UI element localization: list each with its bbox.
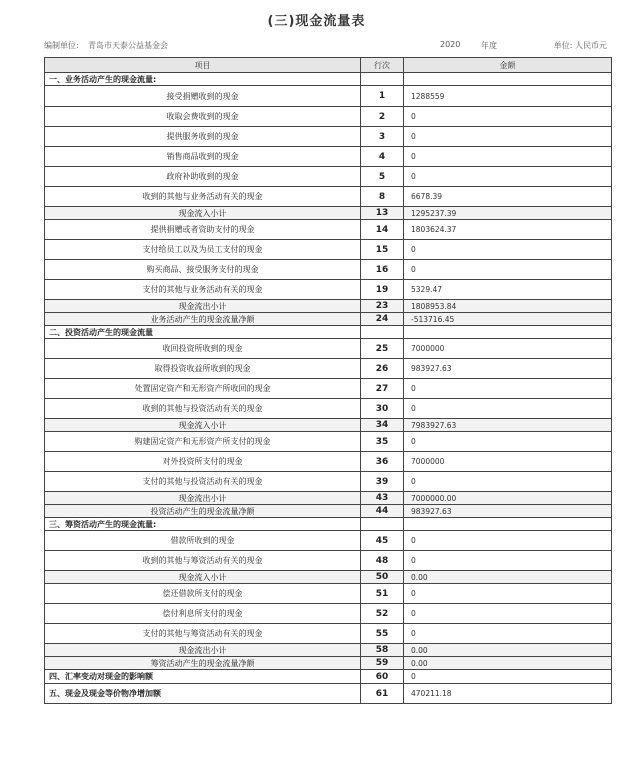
table-row <box>45 313 612 326</box>
org-name: 青岛市天泰公益基金会 <box>88 41 168 50</box>
row-amount: 0.00 <box>404 644 612 657</box>
header-row-number: 行次 <box>361 58 404 73</box>
row-amount: 0 <box>404 167 612 187</box>
table-row <box>45 624 612 644</box>
row-number: 3 <box>361 127 404 147</box>
table-row <box>45 280 612 300</box>
year-label: 年度 <box>481 41 497 50</box>
row-number: 5 <box>361 167 404 187</box>
row-label: 筹资活动产生的现金流量净额 <box>45 657 361 670</box>
row-number: 45 <box>361 531 404 551</box>
table-row <box>45 187 612 207</box>
report-year: 2020 <box>440 40 461 49</box>
row-label: 二、投资活动产生的现金流量 <box>45 326 361 339</box>
row-label: 支付的其他与筹资活动有关的现金 <box>45 624 361 644</box>
row-amount: 0 <box>404 551 612 571</box>
row-amount: 0 <box>404 240 612 260</box>
table-row <box>45 472 612 492</box>
table-body <box>45 73 612 704</box>
row-label: 偿还借款所支付的现金 <box>45 584 361 604</box>
row-number: 58 <box>361 644 404 657</box>
org-label: 编制单位: <box>44 41 79 50</box>
row-number: 30 <box>361 399 404 419</box>
table-row <box>45 419 612 432</box>
row-label: 一、业务活动产生的现金流量: <box>45 73 361 86</box>
row-number: 36 <box>361 452 404 472</box>
row-amount: 6678.39 <box>404 187 612 207</box>
row-label: 偿付利息所支付的现金 <box>45 604 361 624</box>
row-number: 16 <box>361 260 404 280</box>
row-amount: 0 <box>404 531 612 551</box>
row-label: 现金流入小计 <box>45 571 361 584</box>
row-amount: 0.00 <box>404 571 612 584</box>
row-label: 支付的其他与业务活动有关的现金 <box>45 280 361 300</box>
row-amount: 0 <box>404 432 612 452</box>
row-number: 2 <box>361 107 404 127</box>
table-row <box>45 584 612 604</box>
row-amount: 7000000 <box>404 339 612 359</box>
row-label: 提供捐赠或者资助支付的现金 <box>45 220 361 240</box>
row-number: 13 <box>361 207 404 220</box>
row-label: 现金流入小计 <box>45 207 361 220</box>
row-amount: 1288559 <box>404 86 612 107</box>
table-row <box>45 492 612 505</box>
row-label: 四、汇率变动对现金的影响额 <box>45 670 361 684</box>
section-header-row <box>45 73 612 86</box>
row-amount: 5329.47 <box>404 280 612 300</box>
row-label: 现金流出小计 <box>45 300 361 313</box>
page-title: (三)现金流量表 <box>267 14 366 29</box>
row-amount: 0 <box>404 107 612 127</box>
row-number: 43 <box>361 492 404 505</box>
row-label: 收到的其他与投资活动有关的现金 <box>45 399 361 419</box>
row-number: 61 <box>361 684 404 704</box>
row-amount: 0 <box>404 127 612 147</box>
table-row <box>45 167 612 187</box>
table-row <box>45 260 612 280</box>
table-row <box>45 505 612 518</box>
cash-flow-table <box>44 57 612 704</box>
row-number: 23 <box>361 300 404 313</box>
header-amount: 金额 <box>404 58 612 73</box>
row-label: 政府补助收到的现金 <box>45 167 361 187</box>
row-number: 1 <box>361 86 404 107</box>
row-number: 15 <box>361 240 404 260</box>
row-number: 25 <box>361 339 404 359</box>
row-label: 借款所收到的现金 <box>45 531 361 551</box>
table-row <box>45 300 612 313</box>
row-label: 处置固定资产和无形资产所收回的现金 <box>45 379 361 399</box>
table-row <box>45 452 612 472</box>
row-label: 收取会费收到的现金 <box>45 107 361 127</box>
table-row <box>45 644 612 657</box>
row-label: 支付给员工以及为员工支付的现金 <box>45 240 361 260</box>
row-amount: 983927.63 <box>404 359 612 379</box>
section-header-row <box>45 518 612 531</box>
section-header-row <box>45 326 612 339</box>
table-row <box>45 359 612 379</box>
table-header-row <box>45 58 612 73</box>
row-number: 50 <box>361 571 404 584</box>
row-number: 44 <box>361 505 404 518</box>
row-label: 购建固定资产和无形资产所支付的现金 <box>45 432 361 452</box>
table-row <box>45 240 612 260</box>
row-amount: 0 <box>404 379 612 399</box>
table-row <box>45 147 612 167</box>
row-amount: 470211.18 <box>404 684 612 704</box>
row-number: 59 <box>361 657 404 670</box>
table-row <box>45 670 612 684</box>
row-label: 投资活动产生的现金流量净额 <box>45 505 361 518</box>
row-amount: 0 <box>404 624 612 644</box>
row-number: 60 <box>361 670 404 684</box>
row-label: 现金流出小计 <box>45 644 361 657</box>
row-number: 19 <box>361 280 404 300</box>
row-label: 销售商品收到的现金 <box>45 147 361 167</box>
table-row <box>45 339 612 359</box>
table-row <box>45 571 612 584</box>
row-number: 24 <box>361 313 404 326</box>
row-amount: 0 <box>404 670 612 684</box>
table-row <box>45 684 612 704</box>
row-label: 购买商品、接受服务支付的现金 <box>45 260 361 280</box>
table-row <box>45 657 612 670</box>
row-label: 对外投资所支付的现金 <box>45 452 361 472</box>
row-amount: 1295237.39 <box>404 207 612 220</box>
row-amount: 7983927.63 <box>404 419 612 432</box>
row-amount: -513716.45 <box>404 313 612 326</box>
row-number: 48 <box>361 551 404 571</box>
row-amount: 0 <box>404 260 612 280</box>
row-label: 收到的其他与筹资活动有关的现金 <box>45 551 361 571</box>
row-label: 五、现金及现金等价物净增加额 <box>45 684 361 704</box>
unit-label: 单位: 人民币元 <box>553 41 607 50</box>
row-number: 26 <box>361 359 404 379</box>
table-row <box>45 432 612 452</box>
row-label: 接受捐赠收到的现金 <box>45 86 361 107</box>
row-amount: 0 <box>404 604 612 624</box>
table-row <box>45 220 612 240</box>
row-amount: 983927.63 <box>404 505 612 518</box>
row-label: 现金流入小计 <box>45 419 361 432</box>
row-label: 支付的其他与投资活动有关的现金 <box>45 472 361 492</box>
row-amount: 0 <box>404 399 612 419</box>
row-amount <box>404 326 612 339</box>
row-amount: 7000000 <box>404 452 612 472</box>
table-row <box>45 531 612 551</box>
row-amount: 0 <box>404 147 612 167</box>
header-item: 项目 <box>45 58 361 73</box>
row-number <box>361 518 404 531</box>
row-label: 业务活动产生的现金流量净额 <box>45 313 361 326</box>
row-label: 提供服务收到的现金 <box>45 127 361 147</box>
row-number: 39 <box>361 472 404 492</box>
row-amount: 0 <box>404 472 612 492</box>
table-row <box>45 379 612 399</box>
table-row <box>45 86 612 107</box>
row-number <box>361 326 404 339</box>
row-number: 51 <box>361 584 404 604</box>
table-row <box>45 207 612 220</box>
row-amount <box>404 73 612 86</box>
row-amount <box>404 518 612 531</box>
row-number: 4 <box>361 147 404 167</box>
row-number: 34 <box>361 419 404 432</box>
row-amount: 1803624.37 <box>404 220 612 240</box>
row-label: 三、筹资活动产生的现金流量: <box>45 518 361 531</box>
table-row <box>45 551 612 571</box>
row-number: 27 <box>361 379 404 399</box>
table-row <box>45 107 612 127</box>
table-row <box>45 399 612 419</box>
row-label: 收到的其他与业务活动有关的现金 <box>45 187 361 207</box>
table-row <box>45 127 612 147</box>
table-row <box>45 604 612 624</box>
row-number: 14 <box>361 220 404 240</box>
report-meta <box>44 40 607 52</box>
row-amount: 0 <box>404 584 612 604</box>
row-amount: 7000000.00 <box>404 492 612 505</box>
row-number: 35 <box>361 432 404 452</box>
row-label: 现金流出小计 <box>45 492 361 505</box>
row-label: 取得投资收益所收到的现金 <box>45 359 361 379</box>
row-number: 8 <box>361 187 404 207</box>
row-amount: 1808953.84 <box>404 300 612 313</box>
row-number: 55 <box>361 624 404 644</box>
row-number: 52 <box>361 604 404 624</box>
row-number <box>361 73 404 86</box>
row-amount: 0.00 <box>404 657 612 670</box>
row-label: 收回投资所收到的现金 <box>45 339 361 359</box>
